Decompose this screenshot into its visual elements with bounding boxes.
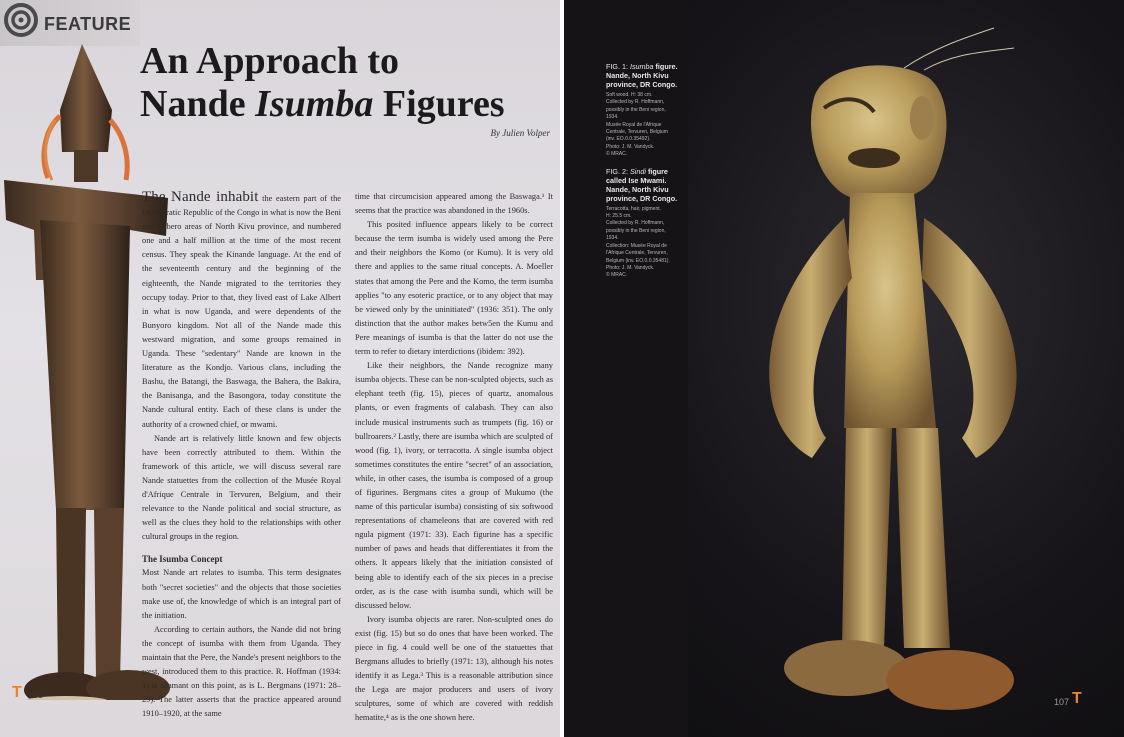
- section-label: FEATURE: [44, 14, 132, 34]
- lead-in: The Nande inhabit: [142, 189, 259, 205]
- title-word-figures: Figures: [373, 83, 505, 125]
- left-page: [0, 0, 560, 737]
- paragraph: Most Nande art relates to isumba. This term designates both "secret societies" and the objects that those societies make use of, the knowledge of which is an integral part of the initiation.: [142, 568, 341, 620]
- title-line-2: [140, 83, 550, 126]
- folio-logo-icon: T: [12, 684, 22, 701]
- paragraph: Like their neighbors, the Nande recognize many isumba objects. These can be non-sculpted objects, such as elephant teeth (fig. 15), pieces of quartz, anomalous plants, or even fragments of calabash. They can also include musical instruments such as trumpets (fig. 16) or bullroarers.² Lastly, there are isumba which are sculpted of wood (fig. 1), ivory, or terracotta. A single isumba object sometimes constitutes the entire "secret" of an association, while, in other cases, the isumba is composed of a group of figurines. Bergmans cites a group of Mukumo (the name of this particular isumba) consisting of six softwood representations of chameleons that are covered with red ngula pigment (1971: 33). Each figurine has a specific number of paws and heads that differentiates it from the others. It appears likely that the initiation consisted of being able to identify each of the six pieces in a precise order, as is the case with isumba sundi, which will be discussed below.: [355, 361, 553, 610]
- paragraph: Nande art is relatively little known and few objects have been correctly attributed to them. Within the framework of this article, we will discuss several rare Nande statuettes from the collection of the Musée Royal d'Afrique Centrale in Tervuren, Belgium, and their relevance to the Nande political and social structure, as well as the clues they hold to the relationships with other cultural groups in the region.: [142, 433, 341, 542]
- sindi-terracotta-figure-image: [754, 8, 1084, 728]
- paragraph: time that circumcision appeared among the Baswaga.¹ It seems that the practice was abandoned in the 1960s.: [355, 192, 553, 216]
- text-column-1: [142, 190, 341, 721]
- page-number: 107: [1054, 697, 1070, 707]
- fig1-caption-title: FIG. 1: Isumba figure. Nande, North Kivu province, DR Congo.: [606, 62, 678, 89]
- paragraph: According to certain authors, the Nande did not bring the concept of isumba with them from Uganda. They maintain that the Pere, the Nande's present neighbors to the west, introduced them to this practice. R. Hoffman (1934: 1) is adamant on this point, as is L. Bergmans (1971: 28–29). The latter asserts that the practice appeared around 1910–1920, at the same: [142, 624, 341, 719]
- title-word-isumba: Isumba: [255, 83, 374, 125]
- fig2-caption-title: FIG. 2: Sindi figure called Ise Mwami. Nande, North Kivu province, DR Congo.: [606, 166, 678, 203]
- article-title: [140, 40, 550, 126]
- folio-logo-icon: T: [1072, 690, 1082, 707]
- text-column-2: [355, 190, 553, 726]
- paragraph: The Nande inhabit the eastern part of the Democratic Republic of the Congo in what is now the Beni and Lubero areas of North Kivu province, and numbered one and a half million at the time of the most recent census. They speak the Kinande language. At the end of the seventeenth century and the beginning of the eighteenth, the Nande migrated to the territories they occupy today. Prior to that, they lived east of Lake Albert in what is now Uganda, and were dependents of the Bunyoro kingdom. Not all of the Nande made this westward migration, and some groups remained in Uganda. These "sedentary" Nande are known in the literature as the Kondjo. Various clans, including the Bashu, the Batangi, the Baswaga, the Bahera, the Bakira, the Banisanga, and the Basongora, today constitute the Nande cultural entity. Each of these clans is under the authority of a crowned chief, or mwami.: [142, 189, 341, 429]
- paragraph: Ivory isumba objects are rarer. Non-sculpted ones do exist (fig. 15) but so do ones that have been worked. The piece in fig. 4 could well be one of the statuettes that Bergmans alludes to briefly (1971: 13), although his notes identify it as Lega.³ This is a reasonable attribution since the Lega are major producers and users of ivory sculptures, some of which are covered with reddish hematite,⁴ as is the one shown here.: [355, 614, 553, 723]
- byline: By Julien Volper: [490, 128, 550, 138]
- title-word-nande: Nande: [140, 83, 256, 125]
- captions: [606, 62, 688, 288]
- subheading: The Isumba Concept: [142, 554, 223, 565]
- page-number: 106: [28, 690, 44, 700]
- swirl-logo-icon: [4, 2, 38, 42]
- fig2-caption-body: Terracotta, hair, pigment. H: 25.5 cm. Collected by R. Hoffmann, possibly in the Beni region, 1934. Collection: Musée Royal de l'Afrique Centrale, Tervuren, Belgium (inv. EO.0.0.35481). Photo: J. M. Vandyck. © MRAC.: [606, 205, 670, 279]
- right-page: [564, 0, 1124, 737]
- paragraph: This posited influence appears likely to be correct because the term isumba is widely used among the Pere and their neighbors the Komo (or Kumu). It is very old there and applies to the same ritual concepts. A. Moeller states that among the Pere and the Komo, the term isumba applies "to any esoteric practice, or to any object that may be viewed only by the uninitiated" (1936: 351). The only distinction that the author makes betw5en the Kumu and Pere meanings of isumba is that the latter do not use the term to refer to dietary interdictions (ibidem: 392).: [355, 220, 553, 357]
- fig1-caption-body: Soft wood. H: 38 cm. Collected by R. Hoffmann, possibly in the Beni region, 1934. Musée Royal de l'Afrique Centrale, Tervuren, Belgium (inv. EO.0.0.35492). Photo: J. M. Vandyck. © MRAC.: [606, 92, 668, 158]
- title-line-1: An Approach to: [140, 40, 400, 82]
